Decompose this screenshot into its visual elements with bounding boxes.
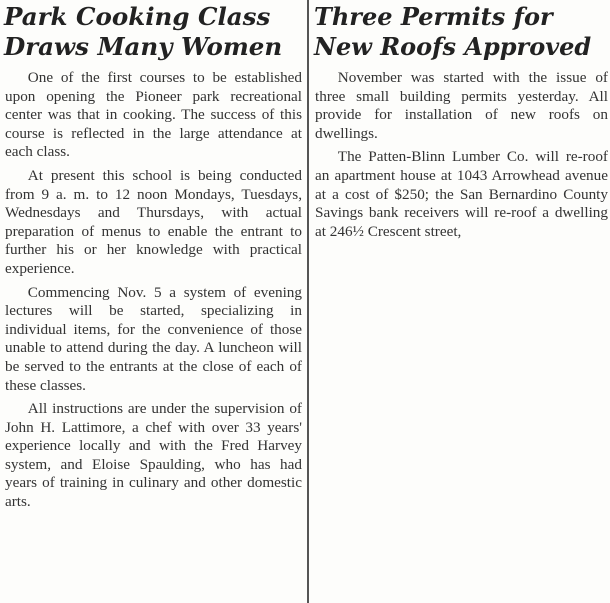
column-divider (307, 0, 309, 603)
right-article-body (312, 69, 610, 241)
left-paragraph-2: At present this school is being conducted from 9 a. m. to 12 noon Mondays, Tuesdays, Wednesdays and Thursdays, with actual preparation of menus to enable the entrant to further his or her knowledge with practical experience. (5, 166, 302, 277)
right-paragraph-2: The Patten-Blinn Lumber Co. will re-roof an apartment house at 1043 Arrowhead avenue at a cost of $250; the San Bernardino County Savings bank receivers will re-roof a dwelling at 246½ Crescent street, (315, 148, 608, 240)
left-paragraph-3: Commencing Nov. 5 a system of evening lectures will be started, specializing in individual items, for the convenience of those unable to attend during the day. A luncheon will be served to the entrants at the close of each of these classes. (5, 283, 302, 394)
left-paragraph-4: All instructions are under the supervision of John H. Lattimore, a chef with over 33 years' experience locally and with the Fred Harvey system, and Eloise Spaulding, who has had years of training in culinary and other domestic arts. (5, 400, 302, 511)
left-paragraph-1: One of the first courses to be established upon opening the Pioneer park recreational center was that in cooking. The success of this course is reflected in the large attendance at each class. (5, 69, 302, 161)
right-article (312, 0, 610, 246)
left-headline-line-1: Park Cooking Class (4, 2, 271, 31)
right-headline (312, 2, 610, 62)
right-headline-line-2: New Roofs Approved (314, 32, 592, 61)
left-headline (0, 2, 306, 62)
right-headline-line-1: Three Permits for (314, 2, 553, 31)
right-paragraph-1: November was started with the issue of three small building permits yesterday. All provide for installation of new roofs on dwellings. (315, 69, 608, 142)
left-article (0, 0, 306, 517)
left-article-body (0, 69, 306, 512)
left-headline-line-2: Draws Many Women (4, 32, 283, 61)
